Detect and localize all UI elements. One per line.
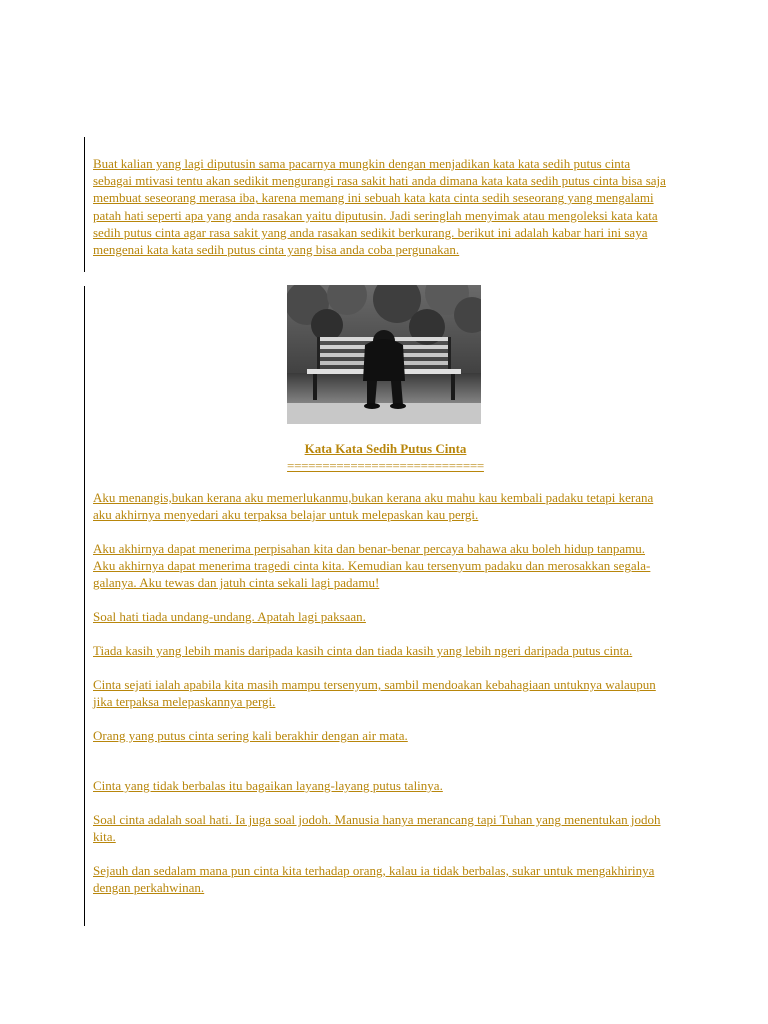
quote-link[interactable]: Soal hati tiada undang-undang. Apatah lagi paksaan. [93, 609, 366, 624]
margin-line-top [84, 137, 85, 272]
quote-item [93, 676, 668, 710]
quote-link[interactable]: Tiada kasih yang lebih manis daripada kasih cinta dan tiada kasih yang lebih ngeri daripada putus cinta. [93, 643, 633, 658]
quote-link[interactable]: Aku menangis,bukan kerana aku memerlukanmu,bukan kerana aku mahu kau kembali padaku tetapi kerana aku akhirnya menyedari aku terpaksa belajar untuk melepaskan kau pergi. [93, 490, 654, 522]
quote-link[interactable]: Aku akhirnya dapat menerima perpisahan kita dan benar-benar percaya bahawa aku boleh hidup tanpamu. Aku akhirnya dapat menerima tragedi cinta kita. Kemudian kau tersenyum padaku dan merosakkan segala-galanya. Aku tewas dan jatuh cinta sekali lagi padamu! [93, 541, 651, 590]
intro-paragraph [93, 155, 668, 258]
quote-link[interactable]: Orang yang putus cinta sering kali berakhir dengan air mata. [93, 728, 408, 743]
sad-man-bench-photo [287, 285, 481, 424]
blank-line [93, 761, 678, 777]
photo-illustration [287, 285, 481, 424]
quote-link[interactable]: Cinta yang tidak berbalas itu bagaikan layang-layang putus talinya. [93, 778, 443, 793]
quote-item [93, 540, 668, 591]
quote-link[interactable]: Soal cinta adalah soal hati. Ia juga soal jodoh. Manusia hanya merancang tapi Tuhan yang menentukan jodoh kita. [93, 812, 661, 844]
quote-item [93, 811, 668, 845]
heading-rule-link[interactable]: ============================ [287, 458, 484, 473]
quote-link[interactable]: Sejauh dan sedalam mana pun cinta kita terhadap orang, kalau ia tidak berbalas, sukar untuk mengakhirinya dengan perkahwinan. [93, 863, 655, 895]
article-title-link[interactable]: Kata Kata Sedih Putus Cinta [304, 441, 467, 456]
margin-line-bottom [84, 286, 85, 926]
quote-item [93, 642, 668, 659]
quotes-list [93, 489, 678, 913]
quote-item [93, 489, 668, 523]
intro-section [93, 155, 678, 258]
quote-item [93, 777, 668, 794]
quote-link[interactable]: Cinta sejati ialah apabila kita masih mampu tersenyum, sambil mendoakan kebahagiaan untuknya walaupun jika terpaksa melepaskannya pergi. [93, 677, 656, 709]
article-heading [93, 440, 678, 474]
intro-link[interactable]: Buat kalian yang lagi diputusin sama pacarnya mungkin dengan menjadikan kata kata sedih putus cinta sebagai mtivasi tentu akan sedikit mengurangi rasa sakit hati anda dimana kata kata sedih putus cinta bisa saja membuat seseorang merasa iba, karena memang ini sebuah kata kata cinta sedih seseorang yang mengalami patah hati seperti apa yang anda rasakan yaitu diputusin. Jadi seringlah menyimak atau mengoleksi kata kata sedih putus cinta agar rasa sakit yang anda rasakan sedikit berkurang. berikut ini adalah kabar hari ini saya mengenai kata kata sedih putus cinta yang bisa anda coba pergunakan. [93, 156, 666, 258]
quote-item [93, 608, 668, 625]
quote-item [93, 727, 668, 744]
quote-item [93, 862, 668, 896]
